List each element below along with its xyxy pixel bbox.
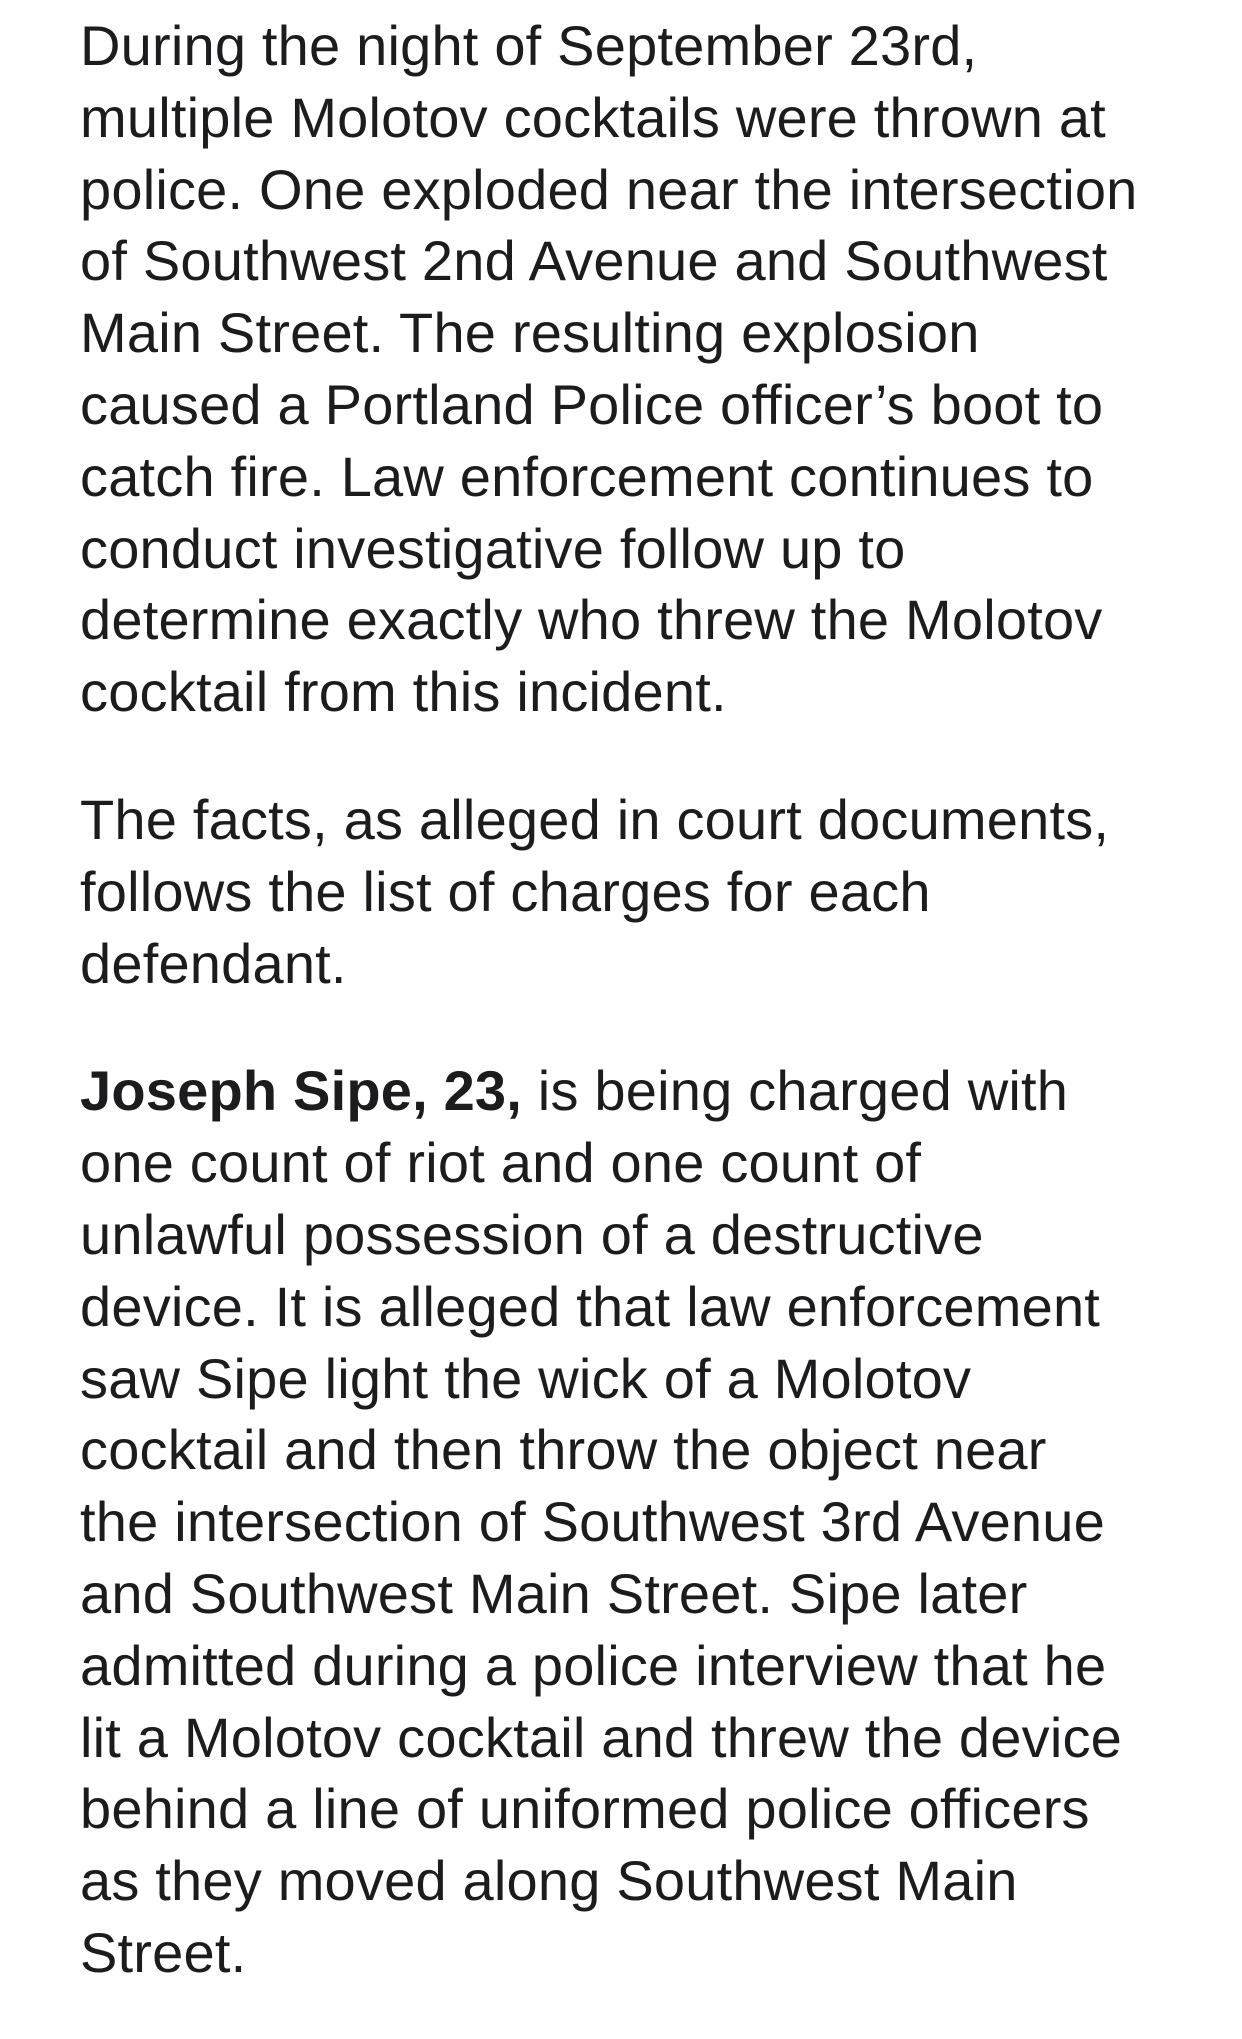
- text-line: of Southwest 2nd Avenue and Southwest: [80, 229, 1108, 293]
- text-line: Main Street. The resulting explosion: [80, 301, 980, 365]
- text-line: follows the list of charges for each: [80, 859, 931, 923]
- article-body: [80, 10, 1200, 1989]
- text-segment: is being charged with: [522, 1059, 1069, 1123]
- text-line: lit a Molotov cocktail and threw the device: [80, 1705, 1123, 1769]
- text-line: and Southwest Main Street. Sipe later: [80, 1561, 1028, 1625]
- text-line: [80, 1055, 1200, 1127]
- text-line: admitted during a police interview that he: [80, 1633, 1107, 1697]
- text-line: the intersection of Southwest 3rd Avenue: [80, 1490, 1105, 1554]
- paragraph-incident: [80, 10, 1200, 728]
- text-line: Street.: [80, 1920, 247, 1984]
- paragraph-defendant-sipe: [80, 1055, 1200, 1988]
- text-line: saw Sipe light the wick of a Molotov: [80, 1346, 972, 1410]
- text-line: one count of riot and one count of: [80, 1131, 922, 1195]
- text-line: police. One exploded near the intersection: [80, 157, 1138, 221]
- text-line: behind a line of uniformed police officers: [80, 1777, 1090, 1841]
- text-line: multiple Molotov cocktails were thrown at: [80, 85, 1106, 149]
- text-line: The facts, as alleged in court documents,: [80, 787, 1110, 851]
- text-line: catch fire. Law enforcement continues to: [80, 444, 1094, 508]
- paragraph-facts-intro: [80, 784, 1200, 999]
- text-line: caused a Portland Police officer’s boot to: [80, 372, 1104, 436]
- text-line: conduct investigative follow up to: [80, 516, 906, 580]
- text-line: device. It is alleged that law enforcement: [80, 1274, 1101, 1338]
- text-line: determine exactly who threw the Molotov: [80, 588, 1103, 652]
- text-line: cocktail from this incident.: [80, 660, 727, 724]
- text-line: cocktail and then throw the object near: [80, 1418, 1047, 1482]
- defendant-name: Joseph Sipe, 23,: [80, 1059, 523, 1123]
- text-line: unlawful possession of a destructive: [80, 1202, 984, 1266]
- text-line: as they moved along Southwest Main: [80, 1849, 1018, 1913]
- text-line: defendant.: [80, 931, 347, 995]
- text-line: During the night of September 23rd,: [80, 14, 978, 77]
